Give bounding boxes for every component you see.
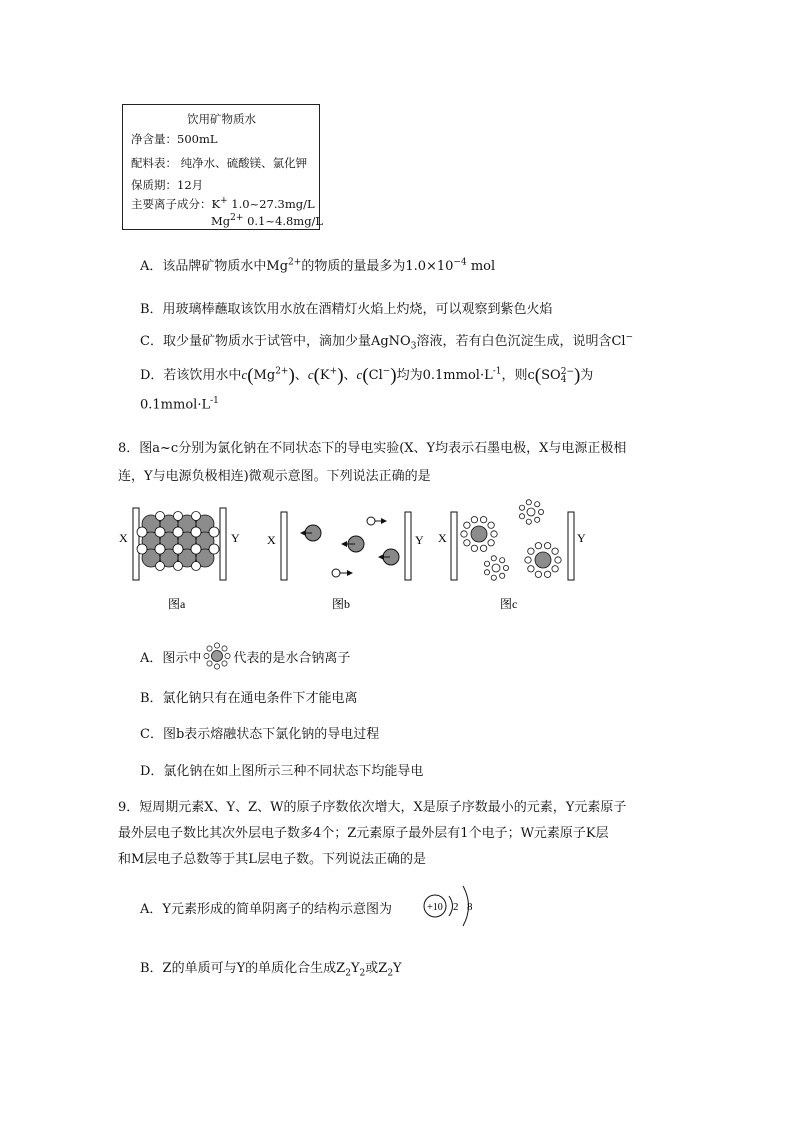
sodium-ion <box>156 512 165 521</box>
figure-c-nacl-solution <box>438 500 586 611</box>
shell-1-count: 2 <box>453 901 459 913</box>
electron-shell-1 <box>449 896 453 916</box>
ion-core <box>492 564 500 572</box>
water-molecule <box>464 540 470 546</box>
water-molecule <box>471 517 477 523</box>
ion-core <box>535 552 551 568</box>
water-molecule <box>538 509 543 514</box>
water-molecule <box>491 556 496 561</box>
sodium-ion <box>137 544 147 554</box>
sodium-ion <box>192 512 201 521</box>
x-label-c: X <box>438 531 447 545</box>
water-molecule <box>528 566 534 572</box>
electrode-x <box>451 512 457 580</box>
q8-stem-line2: 连，Y与电源负极相连)微观示意图。下列说法正确的是 <box>118 469 431 484</box>
label-net-content: 净含量：500mL <box>131 132 218 146</box>
water-molecule <box>484 570 489 575</box>
y-label-c: Y <box>577 531 586 545</box>
figure-a-solid-nacl <box>119 508 240 611</box>
water-molecule <box>491 531 497 537</box>
q7-option-d[interactable]: D．若该饮用水中$c(Mg^{2+})$、c(K+)、c(Cl−)均为$0.1mmol\cdot L^{-1}$，则c(SO 2− 4 )为 <box>140 365 594 386</box>
sodium-ion <box>367 517 375 525</box>
hydrated-ion-icon <box>202 641 232 671</box>
x-label-b: X <box>267 533 276 547</box>
q9-option-b[interactable]: B．Z的单质可与Y的单质化合生成$Z_2Y_2$或$Z_2Y$ <box>140 961 402 979</box>
ion-core <box>527 508 535 516</box>
electrode-x <box>281 512 287 580</box>
water-molecule <box>535 502 540 507</box>
sodium-ion <box>192 562 201 571</box>
nacl-conduction-figures <box>116 490 596 618</box>
y-label-b: Y <box>415 533 424 547</box>
q8-option-c[interactable]: C．图b表示熔融状态下氯化钠的导电过程 <box>140 727 380 742</box>
q7-option-a[interactable]: A．该品牌矿物质水中$Mg^{2+}$的物质的量最多为$1.0\times 10^{-4}$ mol <box>140 257 496 274</box>
label-shelf-life: 保质期：12月 <box>131 178 204 192</box>
label-ingredients: 配料表： 纯净水、硫酸镁、氯化钾 <box>131 156 308 170</box>
figure-b-caption: 图b <box>332 597 351 611</box>
water-molecule <box>519 514 524 519</box>
sodium-ion <box>173 544 183 554</box>
figure-a-caption: 图a <box>168 597 186 611</box>
label-ions-k: 主要离子成分：K+ 1.0~27.3mg/L <box>131 196 315 211</box>
water-molecule <box>491 575 496 580</box>
water-molecule <box>552 566 558 572</box>
electrode-x <box>133 508 139 580</box>
q9-option-a[interactable]: A．Y元素形成的简单阴离子的结构示意图为 <box>140 902 392 917</box>
water-molecule <box>488 540 494 546</box>
q7-option-b[interactable]: B．用玻璃棒蘸取该饮用水放在酒精灯火焰上灼烧，可以观察到紫色火焰 <box>140 302 553 317</box>
q8-stem-line1: 8．图a~c分别为氯化钠在不同状态下的导电实验(X、Y均表示石墨电极，X与电源正极相 <box>118 441 627 456</box>
water-molecule <box>500 558 505 563</box>
shell-2-count: 8 <box>467 901 473 913</box>
water-molecule <box>488 522 494 528</box>
sodium-ion <box>155 544 165 554</box>
water-molecule <box>503 565 508 570</box>
water-molecule <box>525 557 531 563</box>
water-molecule <box>535 543 541 549</box>
label-ions-mg: $Mg^{2+}$ 0.1~4.8mg/L <box>211 213 324 228</box>
hydrated-ions <box>461 500 561 581</box>
water-molecule <box>500 573 505 578</box>
q7-option-c[interactable]: C．取少量矿物质水于试管中，滴加少量AgNO$_3$溶液，若有白色沉淀生成，说明含Cl− <box>140 332 634 352</box>
water-molecule <box>519 505 524 510</box>
y-label-a: Y <box>231 531 240 545</box>
sodium-ion <box>155 527 165 537</box>
water-molecule <box>555 557 561 563</box>
electrode-y <box>568 512 574 580</box>
water-molecule <box>480 517 486 523</box>
sodium-ion <box>174 512 183 521</box>
water-molecule <box>544 543 550 549</box>
sodium-ion <box>174 562 183 571</box>
label-title: 饮用矿物质水 <box>187 112 256 126</box>
sodium-ion <box>156 562 165 571</box>
figure-c-caption: 图c <box>500 597 518 611</box>
water-molecule <box>484 561 489 566</box>
water-molecule <box>464 522 470 528</box>
water-molecule <box>471 545 477 551</box>
sodium-ion <box>191 544 201 554</box>
water-molecule <box>552 548 558 554</box>
water-molecule <box>528 548 534 554</box>
q8-option-b[interactable]: B．氯化钠只有在通电条件下才能电离 <box>140 691 358 706</box>
sodium-ion <box>209 527 219 537</box>
nacl-crystal-lattice <box>137 512 219 571</box>
q9-stem-line2: 最外层电子数比其次外层电子数多4个；Z元素原子最外层有1个电子；W元素原子K层 <box>118 826 609 841</box>
electrode-y <box>405 512 411 580</box>
q9-stem-line1: 9．短周期元素X、Y、Z、W的原子序数依次增大，X是原子序数最小的元素，Y元素原子 <box>118 800 627 815</box>
mineral-water-label <box>122 104 324 230</box>
x-label-a: X <box>119 531 128 545</box>
sodium-ion <box>209 544 219 554</box>
figure-b-molten-nacl <box>267 512 424 611</box>
q8-option-d[interactable]: D．氯化钠在如上图所示三种不同状态下均能导电 <box>140 764 424 779</box>
water-molecule <box>535 571 541 577</box>
q7-option-d-continued: $0.1mmol\cdot L^{-1}$ <box>140 396 219 413</box>
sodium-ion <box>332 569 340 577</box>
ion-core <box>471 526 487 542</box>
sodium-ion <box>173 527 183 537</box>
nucleus-charge: +10 <box>427 902 443 913</box>
water-molecule <box>535 517 540 522</box>
water-molecule <box>461 531 467 537</box>
atomic-structure-diagram <box>420 883 480 929</box>
water-molecule <box>544 571 550 577</box>
water-molecule <box>480 545 486 551</box>
electrode-y <box>220 508 226 580</box>
sodium-ion <box>137 527 147 537</box>
q8-option-a[interactable]: A．图示中 代表的是水合钠离子 <box>140 641 350 671</box>
q9-stem-line3: 和M层电子总数等于其L层电子数。下列说法正确的是 <box>118 852 426 867</box>
water-molecule <box>526 500 531 505</box>
sodium-ion <box>191 527 201 537</box>
water-molecule <box>526 519 531 524</box>
